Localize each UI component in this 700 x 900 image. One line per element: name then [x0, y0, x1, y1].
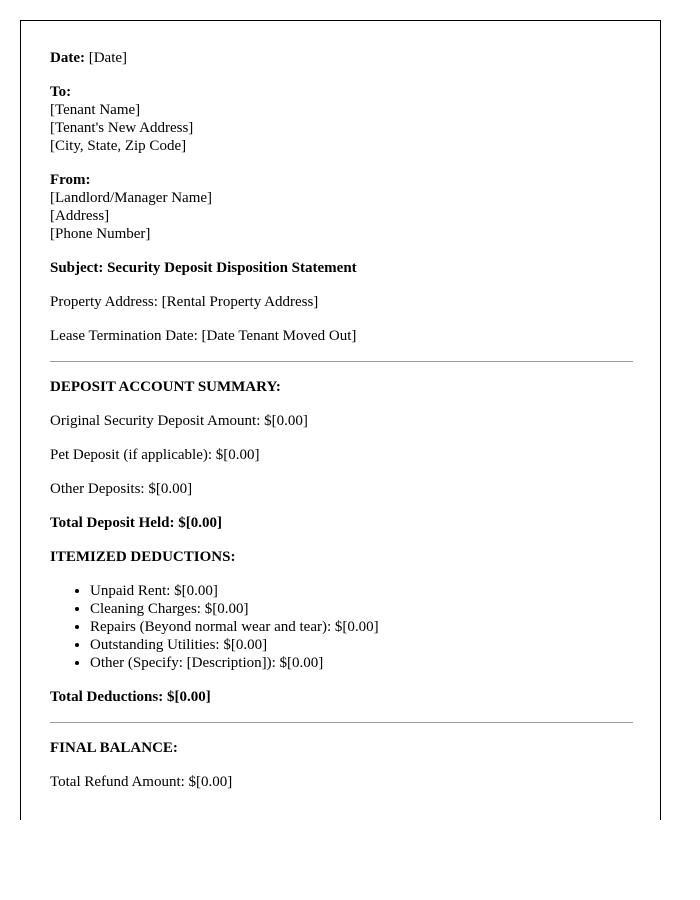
- lease-termination-line: Lease Termination Date: [Date Tenant Moved Out]: [50, 328, 357, 344]
- section-divider: [50, 361, 633, 362]
- property-address-line: Property Address: [Rental Property Address]: [50, 294, 319, 310]
- to-line-new-address: [Tenant's New Address]: [50, 120, 194, 136]
- date-line: [50, 49, 633, 67]
- final-balance-heading: FINAL BALANCE:: [50, 740, 178, 756]
- original-deposit-line: Original Security Deposit Amount: $[0.00]: [50, 413, 308, 429]
- letter-body: [50, 49, 633, 791]
- from-block: [50, 171, 633, 243]
- to-line-city-state-zip: [City, State, Zip Code]: [50, 138, 187, 154]
- section-divider: [50, 722, 633, 723]
- date-label: Date:: [50, 50, 85, 66]
- total-deductions-line: Total Deductions: $[0.00]: [50, 689, 211, 705]
- from-label: From:: [50, 172, 91, 188]
- subject-line: Subject: Security Deposit Disposition Statement: [50, 260, 357, 276]
- deduction-item-repairs: • Repairs (Beyond normal wear and tear): $[0.00]: [90, 618, 633, 636]
- deductions-heading: ITEMIZED DEDUCTIONS:: [50, 549, 236, 565]
- from-line-name: [Landlord/Manager Name]: [50, 190, 213, 206]
- deduction-item-unpaid-rent: • Unpaid Rent: $[0.00]: [90, 582, 633, 600]
- date-value: [Date]: [84, 50, 128, 66]
- deposit-summary-heading: DEPOSIT ACCOUNT SUMMARY:: [50, 379, 281, 395]
- deduction-item-cleaning: • Cleaning Charges: $[0.00]: [90, 600, 633, 618]
- pet-deposit-line: Pet Deposit (if applicable): $[0.00]: [50, 447, 260, 463]
- deductions-list: [50, 582, 633, 672]
- from-line-address: [Address]: [50, 208, 110, 224]
- deduction-item-utilities: • Outstanding Utilities: $[0.00]: [90, 636, 633, 654]
- deduction-item-other: • Other (Specify: [Description]): $[0.00]: [90, 654, 633, 672]
- other-deposits-line: Other Deposits: $[0.00]: [50, 481, 193, 497]
- total-deposit-line: Total Deposit Held: $[0.00]: [50, 515, 222, 531]
- to-block: [50, 83, 633, 155]
- to-label: To:: [50, 84, 72, 100]
- from-line-phone: [Phone Number]: [50, 226, 151, 242]
- document-page: [20, 20, 661, 820]
- to-line-tenant-name: [Tenant Name]: [50, 102, 141, 118]
- total-refund-line: Total Refund Amount: $[0.00]: [50, 774, 233, 790]
